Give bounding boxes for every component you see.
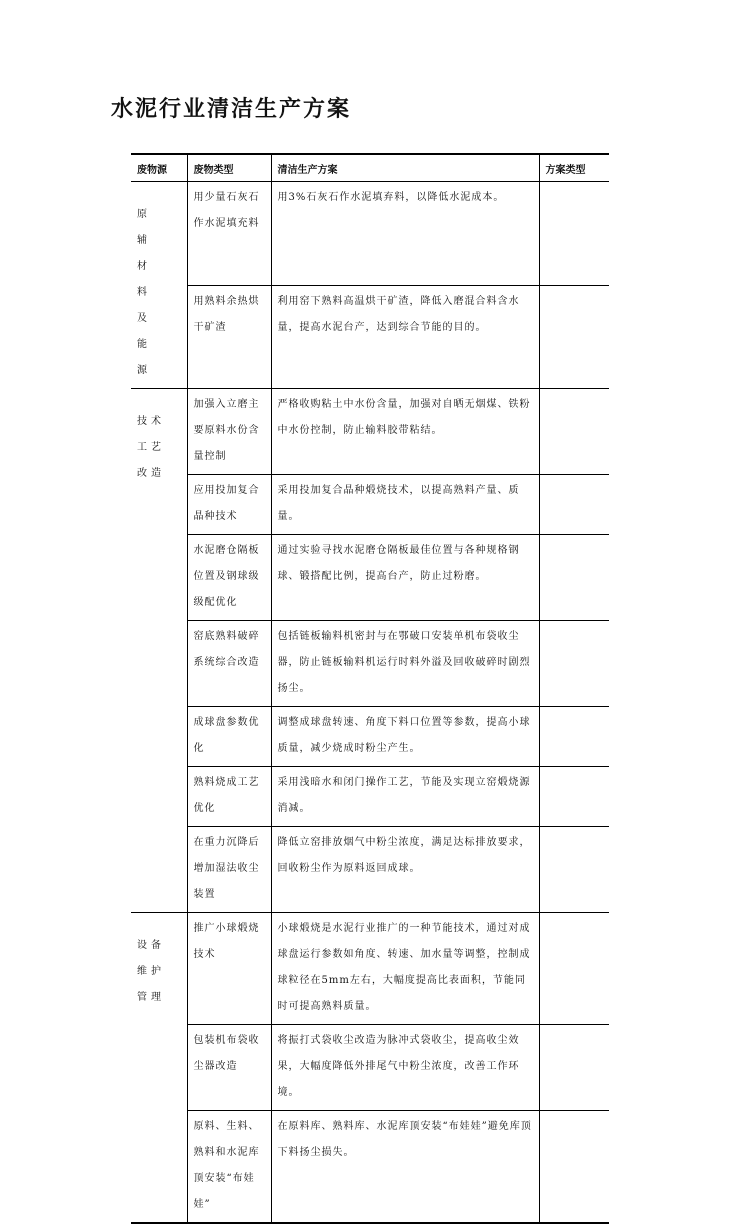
table-row xyxy=(131,913,609,1025)
plan-cell: 利用窑下熟料高温烘干矿渣，降低入磨混合料含水量，提高水泥台产，达到综合节能的目的。 xyxy=(271,285,539,389)
category-process-improvement: 技术 工艺 改造 xyxy=(131,389,187,913)
table-row xyxy=(131,535,609,621)
category-cell xyxy=(539,1111,609,1224)
waste-type-cell: 应用投加复合晶种技术 xyxy=(187,475,271,535)
waste-type-cell: 包装机布袋收尘器改造 xyxy=(187,1025,271,1111)
table-row xyxy=(131,1111,609,1224)
table-row xyxy=(131,827,609,913)
category-cell xyxy=(539,913,609,1025)
table-row xyxy=(131,182,609,286)
table-row xyxy=(131,1025,609,1111)
page-title: 水泥行业清洁生产方案 xyxy=(111,97,352,122)
waste-type-cell: 在重力沉降后增加湿法收尘装置 xyxy=(187,827,271,913)
table-row xyxy=(131,475,609,535)
waste-type-cell: 成球盘参数优化 xyxy=(187,707,271,767)
plan-cell: 采用浅暗水和闭门操作工艺，节能及实现立窑煅烧源消减。 xyxy=(271,767,539,827)
waste-type-cell: 窑底熟料破碎系统综合改造 xyxy=(187,621,271,707)
category-cell xyxy=(539,182,609,286)
header-source: 废物源 xyxy=(131,154,187,182)
plan-cell: 将振打式袋收尘改造为脉冲式袋收尘，提高收尘效果，大幅度降低外排尾气中粉尘浓度，改善工作环境。 xyxy=(271,1025,539,1111)
category-cell xyxy=(539,707,609,767)
cleaner-production-table xyxy=(131,153,609,1224)
waste-type-cell: 用少量石灰石作水泥填充料 xyxy=(187,182,271,286)
plan-cell: 小球煅烧是水泥行业推广的一种节能技术，通过对成球盘运行参数如角度、转速、加水量等调整，控制成球粒径在5mm左右，大幅度提高比表面积，节能同时可提高熟料质量。 xyxy=(271,913,539,1025)
table-header-row xyxy=(131,154,609,182)
plan-cell: 通过实验寻找水泥磨仓隔板最佳位置与各种规格钢球、锻搭配比例，提高台产，防止过粉磨。 xyxy=(271,535,539,621)
table-row xyxy=(131,389,609,475)
header-waste-type: 废物类型 xyxy=(187,154,271,182)
category-cell xyxy=(539,535,609,621)
plan-cell: 用3%石灰石作水泥填弃料，以降低水泥成本。 xyxy=(271,182,539,286)
category-cell xyxy=(539,827,609,913)
plan-cell: 严格收购粘土中水份含量，加强对自晒无烟煤、铁粉中水份控制，防止输料胶带粘结。 xyxy=(271,389,539,475)
waste-type-cell: 水泥磨仓隔板位置及钢球级级配优化 xyxy=(187,535,271,621)
table-row xyxy=(131,621,609,707)
table-row xyxy=(131,285,609,389)
plan-cell: 调整成球盘转速、角度下料口位置等参数，提高小球质量，减少烧成时粉尘产生。 xyxy=(271,707,539,767)
category-raw-materials: 原 辅 材 料 及 能 源 xyxy=(131,182,187,389)
waste-type-cell: 熟料烧成工艺优化 xyxy=(187,767,271,827)
category-equipment-maintenance: 设备 维护 管理 xyxy=(131,913,187,1224)
plan-cell: 包括链板输料机密封与在鄂破口安装单机布袋收尘器，防止链板输料机运行时料外溢及回收破碎时剧烈扬尘。 xyxy=(271,621,539,707)
waste-type-cell: 用熟料余热烘干矿渣 xyxy=(187,285,271,389)
table-row xyxy=(131,707,609,767)
table-row xyxy=(131,767,609,827)
waste-type-cell: 原料、生料、熟料和水泥库顶安装“布娃娃” xyxy=(187,1111,271,1224)
header-category: 方案类型 xyxy=(539,154,609,182)
waste-type-cell: 加强入立磨主要原料水份含量控制 xyxy=(187,389,271,475)
category-cell xyxy=(539,475,609,535)
category-cell xyxy=(539,1025,609,1111)
plan-cell: 在原料库、熟料库、水泥库顶安装“布娃娃”避免库顶下料扬尘损失。 xyxy=(271,1111,539,1224)
waste-type-cell: 推广小球煅烧技术 xyxy=(187,913,271,1025)
category-cell xyxy=(539,389,609,475)
plan-cell: 采用投加复合晶种煅烧技术，以提高熟料产量、质量。 xyxy=(271,475,539,535)
category-cell xyxy=(539,285,609,389)
category-cell xyxy=(539,767,609,827)
plan-cell: 降低立窑排放烟气中粉尘浓度，满足达标排放要求，回收粉尘作为原料返回成球。 xyxy=(271,827,539,913)
header-plan: 清洁生产方案 xyxy=(271,154,539,182)
category-cell xyxy=(539,621,609,707)
